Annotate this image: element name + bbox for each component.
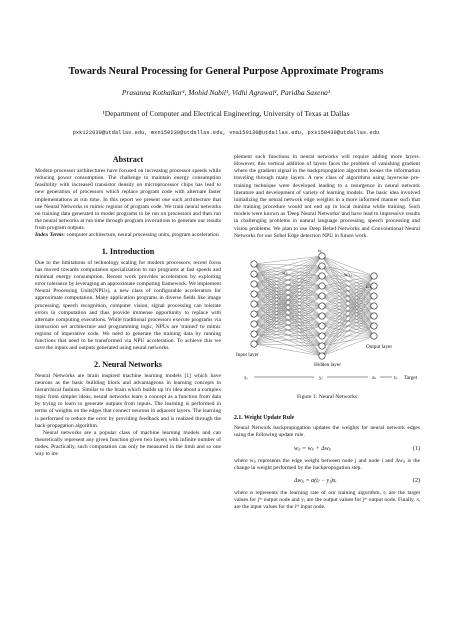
nn-paragraph-2: Neural networks are a popular class of machine learning models and can theoretically represent any given function given two layers with infinite number of nodes. Practically, such computation can only be measured in the limit and so one way to im-: [35, 429, 221, 458]
label-target: Target: [404, 374, 418, 381]
input-node: [251, 261, 257, 267]
hidden-node: [319, 323, 325, 329]
label-u: uⱼ: [318, 247, 322, 254]
nn-paragraph-1: Neural Networks are brain inspired machine learning models [1] which have neurons as the basic building block and advantageous in learning concepts in hierarchical fashion. Similar to the brain which builds up it's idea about a complex topic from simpler ideas, neural networks learn a concept as a function from data by trying to learn to generate outputs from inputs. The learning is performed in terms of weights on the edges that connect neurons in adjacent layers. The learning is performed to reduce the error by providing feedback and is realized through the back-propagation algorithm.: [35, 372, 221, 429]
right-continued-text: plement such functions in neural networks will require adding more layers. However, this vertical addition of layers faces the problem of vanishing gradient where the gradient signal in the backpropogation algorithm looses the information traveling through many layers. A new class of algorithms using layerwise pre-training technique were developed leading to a resurgence in neural network literature and development of variety of learning models. The basic idea involved initializing the neural network edge weights in a more informed manner such that the training procedure would not end up in local minima while training. Such models were known as 'Deep Neural Networks' and have lead to impressive results in challenging problems in natural language processing, speech processing and vision problems. We plan to use Deep Belief Networks and Convolutional Neural Networks for our Sobel Edge detection NPU in future work.: [234, 154, 420, 239]
input-node: [251, 341, 257, 347]
intro-text: Due to the limitations of technology scaling for modern processors, recent focus has moved towards computation specialization to run programs at fast speeds and minimal energy consumption. Recent work provides acceleration by exploiting error tolerance by leveraging an approximate computing framework. We implement Neural Processing Units(NPUs), a new class of configurable accelerators for approximate computation. Many application programs in diverse fields like image processing, speech recognition, computer vision, signal processing can tolerate errors in computation and thus provide immense opportunity to replace with alternate computing executions. While traditional processors execute programs via instruction set architecture and programming logic, NPUs are 'trained' to mimic regions of imperative code. We need to generate the training data by running functions that need to be transformed via NPU acceleration. To achieve this we save the inputs and outputs generated using neural networks.: [35, 259, 221, 352]
output-node: [371, 283, 377, 289]
label-output-layer: Output layer: [366, 343, 393, 350]
nn-heading: 2. Neural Networks: [94, 359, 162, 369]
weight-update-p3: where α represents the learning rate of our training algorithm, tⱼ are the target values for jᵗʰ output node and yⱼ are the output values for jᵗʰ output node. Finally, xᵢ are the input values for the iᵗʰ input node.: [234, 490, 420, 511]
input-node: [251, 311, 257, 317]
output-node: [371, 273, 377, 279]
author-emails: pxk122030@utdallas.edu, mxn150230@utdallas.edu, vna150130@utdallas.edu, pxs158430@utdallas.edu: [72, 130, 380, 136]
intro-heading: 1. Introduction: [101, 246, 155, 256]
hidden-node: [319, 293, 325, 299]
equation-2: [234, 478, 420, 485]
input-node: [251, 281, 257, 287]
nn-edge: [254, 256, 322, 274]
hidden-node: [319, 333, 325, 339]
output-node: [371, 313, 377, 319]
hidden-node: [319, 313, 325, 319]
index-terms-label: Index Terms: [35, 232, 64, 239]
affiliation: ¹Department of Computer and Electrical Engineering, University of Texas at Dallas: [102, 109, 350, 118]
label-t: tₖ: [394, 374, 398, 381]
hidden-node: [319, 343, 325, 349]
index-terms-text: : computer architecture, neural processing units, program acceleration: [63, 232, 219, 239]
equation-1: [234, 446, 420, 453]
output-node: [371, 293, 377, 299]
index-terms: [35, 232, 221, 239]
input-node: [251, 331, 257, 337]
abstract-heading: Abstract: [112, 155, 144, 164]
label-hidden-layer: Hidden layer: [314, 361, 341, 368]
equation-2-number: (2): [413, 477, 420, 484]
label-x: xᵢ: [244, 374, 248, 381]
hidden-node: [319, 303, 325, 309]
input-node: [251, 301, 257, 307]
hidden-node: [319, 263, 325, 269]
label-u-k: u'ₖ: [366, 283, 372, 290]
input-node: [251, 291, 257, 297]
label-z: zₖ: [372, 374, 377, 381]
equation-1-body: wⱼᵢ = wⱼᵢ + Δwⱼᵢ: [294, 445, 332, 452]
right-column: [234, 154, 420, 512]
nn-edge: [254, 256, 322, 304]
label-y: yⱼ: [319, 374, 323, 381]
label-w-ji: wⱼᵢ: [282, 269, 288, 276]
equation-1-number: (1): [413, 445, 420, 452]
weight-update-p1: Neural Network backpropogation updates the weights for neural network edges using the following update rule.: [234, 425, 420, 439]
label-input-layer: Input layer: [236, 351, 259, 358]
figure-caption: Figure 1: Neural Networks: [296, 393, 358, 400]
nn-edge: [254, 256, 322, 264]
nn-diagram: [234, 246, 420, 394]
figure-neural-network: [234, 246, 420, 401]
output-node: [371, 323, 377, 329]
author-list: Prasanna Kothalkar¹, Mohid Nabil¹, Vidhi Agrawal¹, Paridha Saxena¹: [121, 88, 331, 97]
abstract-text: Modern processor architectures have focused on increasing processor speeds while reducing power consumption. The challenge to maintain energy consumption feasibility with increased transistor density on microprocessor chips has lead to new generation of processors which replace program code with alternate faster implementations at run time. In this report we present one such architecture that use Neural Networks to mimic regions of program code. We train neural networks on training data generated to model programs to be run on processors and then run the neural networks at run time through program invocations to generate our results from program outputs.: [35, 168, 221, 232]
output-node: [371, 303, 377, 309]
hidden-node: [319, 353, 325, 359]
nn-edge: [322, 326, 374, 356]
nn-edge: [254, 256, 322, 324]
input-node: [251, 321, 257, 327]
weight-update-heading: 2.1. Weight Update Rule: [234, 415, 295, 422]
hidden-node: [319, 273, 325, 279]
label-w-kj: w'ₖⱼ: [344, 271, 352, 278]
equation-2-body: Δwⱼᵢ = α(tⱼ − yⱼ)xᵢ: [294, 477, 337, 484]
nn-edge: [254, 256, 322, 344]
hidden-node: [319, 283, 325, 289]
paper-title: Towards Neural Processing for General Purpose Approximate Programs: [68, 66, 384, 77]
input-node: [251, 271, 257, 277]
output-node: [371, 333, 377, 339]
left-column: [35, 155, 221, 458]
weight-update-p2: where wⱼᵢ represents the edge weight between node j and node i and Δwⱼᵢ is the change in weight performed by the backpropogation step.: [234, 457, 420, 471]
